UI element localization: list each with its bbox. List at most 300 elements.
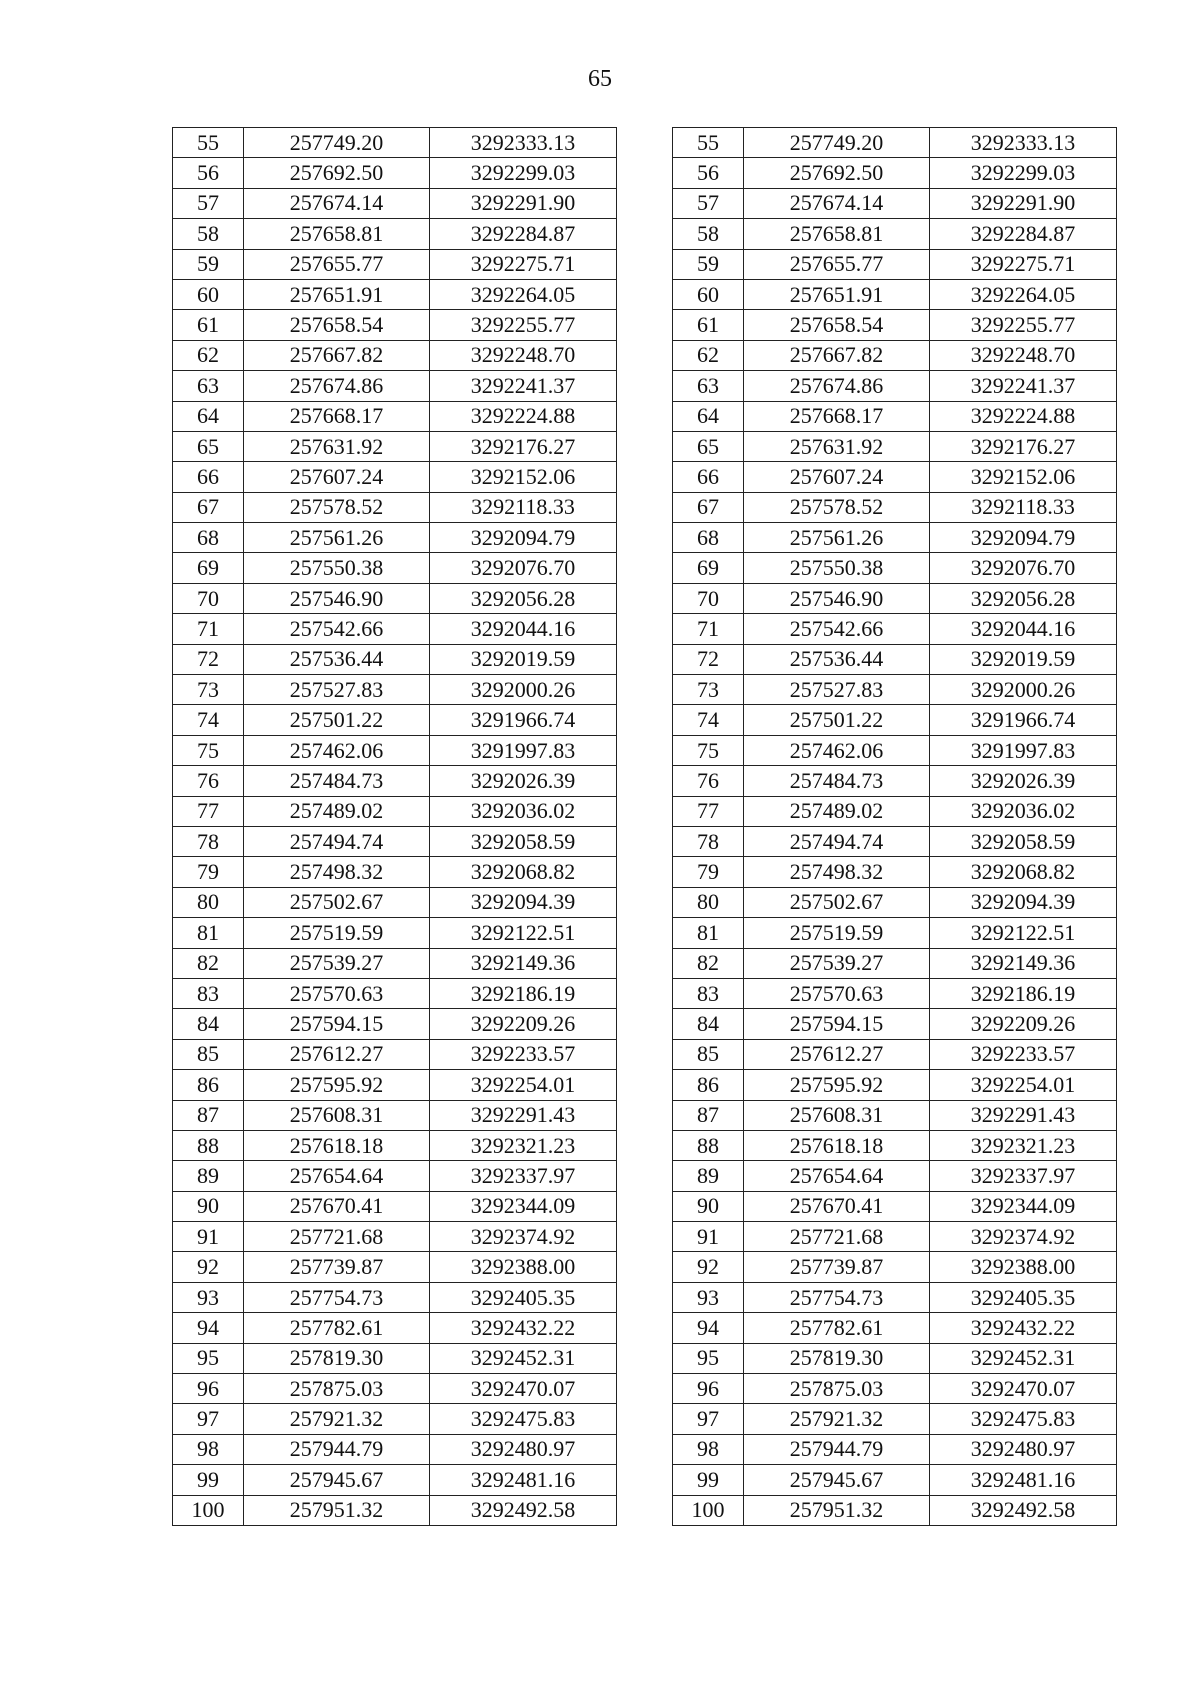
right-point-number-cell: 55 — [673, 128, 744, 158]
column-spacer — [617, 1191, 673, 1221]
column-spacer — [617, 644, 673, 674]
left-x-coordinate-cell: 257692.50 — [244, 158, 430, 188]
left-y-coordinate-cell: 3291966.74 — [430, 705, 617, 735]
left-x-coordinate-cell: 257462.06 — [244, 735, 430, 765]
left-x-coordinate-cell: 257739.87 — [244, 1252, 430, 1282]
column-spacer — [617, 978, 673, 1008]
right-point-number-cell: 58 — [673, 219, 744, 249]
left-y-coordinate-cell: 3292321.23 — [430, 1130, 617, 1160]
table-row — [173, 1039, 1117, 1069]
left-x-coordinate-cell: 257749.20 — [244, 128, 430, 158]
left-point-number-cell: 74 — [173, 705, 244, 735]
right-y-coordinate-cell: 3292254.01 — [930, 1070, 1117, 1100]
right-x-coordinate-cell: 257570.63 — [744, 978, 930, 1008]
left-y-coordinate-cell: 3291997.83 — [430, 735, 617, 765]
column-spacer — [617, 523, 673, 553]
table-row — [173, 1313, 1117, 1343]
right-x-coordinate-cell: 257494.74 — [744, 826, 930, 856]
right-x-coordinate-cell: 257578.52 — [744, 492, 930, 522]
right-x-coordinate-cell: 257561.26 — [744, 523, 930, 553]
right-y-coordinate-cell: 3292405.35 — [930, 1282, 1117, 1312]
table-row — [173, 1465, 1117, 1495]
column-spacer — [617, 796, 673, 826]
right-point-number-cell: 74 — [673, 705, 744, 735]
column-spacer — [617, 340, 673, 370]
right-point-number-cell: 90 — [673, 1191, 744, 1221]
column-spacer — [617, 158, 673, 188]
left-x-coordinate-cell: 257667.82 — [244, 340, 430, 370]
column-spacer — [617, 188, 673, 218]
table-row — [173, 492, 1117, 522]
left-point-number-cell: 83 — [173, 978, 244, 1008]
column-spacer — [617, 1434, 673, 1464]
left-x-coordinate-cell: 257674.14 — [244, 188, 430, 218]
left-x-coordinate-cell: 257484.73 — [244, 766, 430, 796]
left-point-number-cell: 60 — [173, 279, 244, 309]
left-y-coordinate-cell: 3292036.02 — [430, 796, 617, 826]
right-point-number-cell: 91 — [673, 1222, 744, 1252]
table-row — [173, 1404, 1117, 1434]
left-y-coordinate-cell: 3292344.09 — [430, 1191, 617, 1221]
right-y-coordinate-cell: 3292176.27 — [930, 431, 1117, 461]
column-spacer — [617, 948, 673, 978]
right-y-coordinate-cell: 3292492.58 — [930, 1495, 1117, 1525]
right-x-coordinate-cell: 257501.22 — [744, 705, 930, 735]
table-row — [173, 279, 1117, 309]
left-point-number-cell: 91 — [173, 1222, 244, 1252]
right-x-coordinate-cell: 257692.50 — [744, 158, 930, 188]
table-row — [173, 1130, 1117, 1160]
left-x-coordinate-cell: 257654.64 — [244, 1161, 430, 1191]
left-x-coordinate-cell: 257875.03 — [244, 1374, 430, 1404]
left-y-coordinate-cell: 3292076.70 — [430, 553, 617, 583]
left-point-number-cell: 92 — [173, 1252, 244, 1282]
left-point-number-cell: 66 — [173, 462, 244, 492]
right-y-coordinate-cell: 3292344.09 — [930, 1191, 1117, 1221]
table-row — [173, 675, 1117, 705]
table-row — [173, 523, 1117, 553]
left-y-coordinate-cell: 3292405.35 — [430, 1282, 617, 1312]
right-x-coordinate-cell: 257674.14 — [744, 188, 930, 218]
right-x-coordinate-cell: 257819.30 — [744, 1343, 930, 1373]
right-x-coordinate-cell: 257670.41 — [744, 1191, 930, 1221]
right-point-number-cell: 71 — [673, 614, 744, 644]
column-spacer — [617, 614, 673, 644]
left-point-number-cell: 90 — [173, 1191, 244, 1221]
left-point-number-cell: 71 — [173, 614, 244, 644]
right-x-coordinate-cell: 257782.61 — [744, 1313, 930, 1343]
left-y-coordinate-cell: 3292241.37 — [430, 371, 617, 401]
left-y-coordinate-cell: 3292475.83 — [430, 1404, 617, 1434]
right-y-coordinate-cell: 3292480.97 — [930, 1434, 1117, 1464]
coordinate-table — [172, 127, 1117, 1526]
right-x-coordinate-cell: 257921.32 — [744, 1404, 930, 1434]
right-x-coordinate-cell: 257542.66 — [744, 614, 930, 644]
left-point-number-cell: 87 — [173, 1100, 244, 1130]
right-y-coordinate-cell: 3292275.71 — [930, 249, 1117, 279]
right-x-coordinate-cell: 257875.03 — [744, 1374, 930, 1404]
left-y-coordinate-cell: 3292333.13 — [430, 128, 617, 158]
right-x-coordinate-cell: 257721.68 — [744, 1222, 930, 1252]
table-row — [173, 766, 1117, 796]
right-y-coordinate-cell: 3292248.70 — [930, 340, 1117, 370]
left-x-coordinate-cell: 257550.38 — [244, 553, 430, 583]
right-y-coordinate-cell: 3292036.02 — [930, 796, 1117, 826]
right-y-coordinate-cell: 3292068.82 — [930, 857, 1117, 887]
table-row — [173, 371, 1117, 401]
right-point-number-cell: 81 — [673, 918, 744, 948]
left-x-coordinate-cell: 257578.52 — [244, 492, 430, 522]
left-y-coordinate-cell: 3292254.01 — [430, 1070, 617, 1100]
table-row — [173, 1434, 1117, 1464]
left-point-number-cell: 98 — [173, 1434, 244, 1464]
right-point-number-cell: 62 — [673, 340, 744, 370]
right-x-coordinate-cell: 257668.17 — [744, 401, 930, 431]
right-y-coordinate-cell: 3292044.16 — [930, 614, 1117, 644]
right-y-coordinate-cell: 3292241.37 — [930, 371, 1117, 401]
right-point-number-cell: 75 — [673, 735, 744, 765]
left-x-coordinate-cell: 257921.32 — [244, 1404, 430, 1434]
right-point-number-cell: 88 — [673, 1130, 744, 1160]
column-spacer — [617, 553, 673, 583]
right-x-coordinate-cell: 257595.92 — [744, 1070, 930, 1100]
table-row — [173, 1009, 1117, 1039]
left-point-number-cell: 88 — [173, 1130, 244, 1160]
coordinate-table-body — [173, 128, 1117, 1526]
left-y-coordinate-cell: 3292264.05 — [430, 279, 617, 309]
right-x-coordinate-cell: 257951.32 — [744, 1495, 930, 1525]
column-spacer — [617, 1009, 673, 1039]
left-x-coordinate-cell: 257539.27 — [244, 948, 430, 978]
right-y-coordinate-cell: 3292019.59 — [930, 644, 1117, 674]
right-point-number-cell: 96 — [673, 1374, 744, 1404]
left-y-coordinate-cell: 3292209.26 — [430, 1009, 617, 1039]
right-y-coordinate-cell: 3292255.77 — [930, 310, 1117, 340]
right-point-number-cell: 82 — [673, 948, 744, 978]
left-y-coordinate-cell: 3292176.27 — [430, 431, 617, 461]
left-x-coordinate-cell: 257674.86 — [244, 371, 430, 401]
left-point-number-cell: 85 — [173, 1039, 244, 1069]
right-y-coordinate-cell: 3292118.33 — [930, 492, 1117, 522]
left-y-coordinate-cell: 3292186.19 — [430, 978, 617, 1008]
right-point-number-cell: 69 — [673, 553, 744, 583]
right-point-number-cell: 76 — [673, 766, 744, 796]
right-point-number-cell: 59 — [673, 249, 744, 279]
left-x-coordinate-cell: 257618.18 — [244, 1130, 430, 1160]
right-y-coordinate-cell: 3292149.36 — [930, 948, 1117, 978]
left-point-number-cell: 61 — [173, 310, 244, 340]
left-y-coordinate-cell: 3292255.77 — [430, 310, 617, 340]
column-spacer — [617, 462, 673, 492]
left-y-coordinate-cell: 3292044.16 — [430, 614, 617, 644]
table-row — [173, 1222, 1117, 1252]
left-point-number-cell: 84 — [173, 1009, 244, 1039]
left-y-coordinate-cell: 3292275.71 — [430, 249, 617, 279]
left-point-number-cell: 65 — [173, 431, 244, 461]
right-point-number-cell: 83 — [673, 978, 744, 1008]
column-spacer — [617, 887, 673, 917]
left-y-coordinate-cell: 3292492.58 — [430, 1495, 617, 1525]
right-x-coordinate-cell: 257550.38 — [744, 553, 930, 583]
right-x-coordinate-cell: 257539.27 — [744, 948, 930, 978]
table-row — [173, 431, 1117, 461]
table-row — [173, 249, 1117, 279]
left-y-coordinate-cell: 3292026.39 — [430, 766, 617, 796]
left-x-coordinate-cell: 257608.31 — [244, 1100, 430, 1130]
column-spacer — [617, 583, 673, 613]
right-point-number-cell: 68 — [673, 523, 744, 553]
left-x-coordinate-cell: 257607.24 — [244, 462, 430, 492]
left-point-number-cell: 57 — [173, 188, 244, 218]
left-y-coordinate-cell: 3292299.03 — [430, 158, 617, 188]
right-point-number-cell: 87 — [673, 1100, 744, 1130]
right-x-coordinate-cell: 257594.15 — [744, 1009, 930, 1039]
left-point-number-cell: 80 — [173, 887, 244, 917]
right-y-coordinate-cell: 3292026.39 — [930, 766, 1117, 796]
right-x-coordinate-cell: 257498.32 — [744, 857, 930, 887]
right-x-coordinate-cell: 257527.83 — [744, 675, 930, 705]
left-point-number-cell: 68 — [173, 523, 244, 553]
left-x-coordinate-cell: 257546.90 — [244, 583, 430, 613]
left-y-coordinate-cell: 3292480.97 — [430, 1434, 617, 1464]
right-x-coordinate-cell: 257754.73 — [744, 1282, 930, 1312]
right-point-number-cell: 61 — [673, 310, 744, 340]
right-y-coordinate-cell: 3292321.23 — [930, 1130, 1117, 1160]
right-x-coordinate-cell: 257519.59 — [744, 918, 930, 948]
left-x-coordinate-cell: 257945.67 — [244, 1465, 430, 1495]
left-point-number-cell: 58 — [173, 219, 244, 249]
right-y-coordinate-cell: 3292291.43 — [930, 1100, 1117, 1130]
right-y-coordinate-cell: 3292152.06 — [930, 462, 1117, 492]
column-spacer — [617, 857, 673, 887]
right-point-number-cell: 93 — [673, 1282, 744, 1312]
column-spacer — [617, 1100, 673, 1130]
right-point-number-cell: 64 — [673, 401, 744, 431]
right-y-coordinate-cell: 3292452.31 — [930, 1343, 1117, 1373]
left-y-coordinate-cell: 3292481.16 — [430, 1465, 617, 1495]
left-y-coordinate-cell: 3292233.57 — [430, 1039, 617, 1069]
column-spacer — [617, 826, 673, 856]
left-y-coordinate-cell: 3292224.88 — [430, 401, 617, 431]
right-y-coordinate-cell: 3291997.83 — [930, 735, 1117, 765]
column-spacer — [617, 766, 673, 796]
left-point-number-cell: 96 — [173, 1374, 244, 1404]
left-point-number-cell: 69 — [173, 553, 244, 583]
left-y-coordinate-cell: 3292056.28 — [430, 583, 617, 613]
left-y-coordinate-cell: 3292337.97 — [430, 1161, 617, 1191]
left-x-coordinate-cell: 257658.81 — [244, 219, 430, 249]
table-row — [173, 857, 1117, 887]
right-y-coordinate-cell: 3292333.13 — [930, 128, 1117, 158]
table-row — [173, 219, 1117, 249]
table-row — [173, 826, 1117, 856]
left-x-coordinate-cell: 257944.79 — [244, 1434, 430, 1464]
left-y-coordinate-cell: 3292388.00 — [430, 1252, 617, 1282]
table-row — [173, 614, 1117, 644]
table-row — [173, 583, 1117, 613]
left-x-coordinate-cell: 257658.54 — [244, 310, 430, 340]
right-point-number-cell: 92 — [673, 1252, 744, 1282]
column-spacer — [617, 735, 673, 765]
right-y-coordinate-cell: 3292291.90 — [930, 188, 1117, 218]
right-y-coordinate-cell: 3292337.97 — [930, 1161, 1117, 1191]
left-x-coordinate-cell: 257782.61 — [244, 1313, 430, 1343]
left-point-number-cell: 94 — [173, 1313, 244, 1343]
right-y-coordinate-cell: 3292094.39 — [930, 887, 1117, 917]
table-row — [173, 1100, 1117, 1130]
left-point-number-cell: 72 — [173, 644, 244, 674]
left-point-number-cell: 79 — [173, 857, 244, 887]
right-x-coordinate-cell: 257655.77 — [744, 249, 930, 279]
right-point-number-cell: 97 — [673, 1404, 744, 1434]
right-point-number-cell: 72 — [673, 644, 744, 674]
left-y-coordinate-cell: 3292019.59 — [430, 644, 617, 674]
left-x-coordinate-cell: 257519.59 — [244, 918, 430, 948]
right-point-number-cell: 77 — [673, 796, 744, 826]
right-y-coordinate-cell: 3292432.22 — [930, 1313, 1117, 1343]
table-row — [173, 978, 1117, 1008]
right-point-number-cell: 89 — [673, 1161, 744, 1191]
column-spacer — [617, 1313, 673, 1343]
right-point-number-cell: 66 — [673, 462, 744, 492]
right-x-coordinate-cell: 257484.73 — [744, 766, 930, 796]
left-y-coordinate-cell: 3292374.92 — [430, 1222, 617, 1252]
right-y-coordinate-cell: 3292122.51 — [930, 918, 1117, 948]
left-point-number-cell: 62 — [173, 340, 244, 370]
column-spacer — [617, 1495, 673, 1525]
column-spacer — [617, 1404, 673, 1434]
left-x-coordinate-cell: 257754.73 — [244, 1282, 430, 1312]
left-point-number-cell: 76 — [173, 766, 244, 796]
right-point-number-cell: 65 — [673, 431, 744, 461]
right-point-number-cell: 78 — [673, 826, 744, 856]
right-x-coordinate-cell: 257462.06 — [744, 735, 930, 765]
left-x-coordinate-cell: 257501.22 — [244, 705, 430, 735]
right-x-coordinate-cell: 257612.27 — [744, 1039, 930, 1069]
right-x-coordinate-cell: 257631.92 — [744, 431, 930, 461]
left-x-coordinate-cell: 257489.02 — [244, 796, 430, 826]
table-row — [173, 128, 1117, 158]
right-x-coordinate-cell: 257618.18 — [744, 1130, 930, 1160]
left-x-coordinate-cell: 257570.63 — [244, 978, 430, 1008]
right-x-coordinate-cell: 257651.91 — [744, 279, 930, 309]
left-y-coordinate-cell: 3292118.33 — [430, 492, 617, 522]
right-point-number-cell: 70 — [673, 583, 744, 613]
left-x-coordinate-cell: 257542.66 — [244, 614, 430, 644]
left-y-coordinate-cell: 3292432.22 — [430, 1313, 617, 1343]
left-x-coordinate-cell: 257527.83 — [244, 675, 430, 705]
page-number: 65 — [588, 66, 612, 92]
right-x-coordinate-cell: 257658.54 — [744, 310, 930, 340]
left-point-number-cell: 55 — [173, 128, 244, 158]
right-y-coordinate-cell: 3292481.16 — [930, 1465, 1117, 1495]
column-spacer — [617, 675, 673, 705]
left-x-coordinate-cell: 257595.92 — [244, 1070, 430, 1100]
table-row — [173, 1343, 1117, 1373]
left-x-coordinate-cell: 257721.68 — [244, 1222, 430, 1252]
right-x-coordinate-cell: 257674.86 — [744, 371, 930, 401]
column-spacer — [617, 401, 673, 431]
left-x-coordinate-cell: 257498.32 — [244, 857, 430, 887]
right-y-coordinate-cell: 3292470.07 — [930, 1374, 1117, 1404]
right-x-coordinate-cell: 257607.24 — [744, 462, 930, 492]
left-point-number-cell: 77 — [173, 796, 244, 826]
column-spacer — [617, 431, 673, 461]
right-x-coordinate-cell: 257944.79 — [744, 1434, 930, 1464]
right-y-coordinate-cell: 3292076.70 — [930, 553, 1117, 583]
column-spacer — [617, 705, 673, 735]
left-x-coordinate-cell: 257594.15 — [244, 1009, 430, 1039]
left-x-coordinate-cell: 257502.67 — [244, 887, 430, 917]
left-x-coordinate-cell: 257651.91 — [244, 279, 430, 309]
left-x-coordinate-cell: 257670.41 — [244, 1191, 430, 1221]
column-spacer — [617, 128, 673, 158]
right-y-coordinate-cell: 3292475.83 — [930, 1404, 1117, 1434]
right-y-coordinate-cell: 3292056.28 — [930, 583, 1117, 613]
left-point-number-cell: 78 — [173, 826, 244, 856]
left-point-number-cell: 59 — [173, 249, 244, 279]
left-y-coordinate-cell: 3292452.31 — [430, 1343, 617, 1373]
column-spacer — [617, 1374, 673, 1404]
table-row — [173, 401, 1117, 431]
table-row — [173, 553, 1117, 583]
left-x-coordinate-cell: 257561.26 — [244, 523, 430, 553]
left-y-coordinate-cell: 3292248.70 — [430, 340, 617, 370]
left-point-number-cell: 86 — [173, 1070, 244, 1100]
left-point-number-cell: 97 — [173, 1404, 244, 1434]
left-point-number-cell: 82 — [173, 948, 244, 978]
right-point-number-cell: 79 — [673, 857, 744, 887]
left-y-coordinate-cell: 3292291.43 — [430, 1100, 617, 1130]
left-point-number-cell: 73 — [173, 675, 244, 705]
table-row — [173, 887, 1117, 917]
left-point-number-cell: 93 — [173, 1282, 244, 1312]
right-point-number-cell: 63 — [673, 371, 744, 401]
right-point-number-cell: 80 — [673, 887, 744, 917]
right-y-coordinate-cell: 3292186.19 — [930, 978, 1117, 1008]
right-point-number-cell: 98 — [673, 1434, 744, 1464]
column-spacer — [617, 1343, 673, 1373]
right-y-coordinate-cell: 3292284.87 — [930, 219, 1117, 249]
left-y-coordinate-cell: 3292291.90 — [430, 188, 617, 218]
left-point-number-cell: 89 — [173, 1161, 244, 1191]
left-y-coordinate-cell: 3292094.79 — [430, 523, 617, 553]
right-y-coordinate-cell: 3292224.88 — [930, 401, 1117, 431]
column-spacer — [617, 1222, 673, 1252]
table-row — [173, 948, 1117, 978]
table-row — [173, 188, 1117, 218]
right-y-coordinate-cell: 3292264.05 — [930, 279, 1117, 309]
table-row — [173, 918, 1117, 948]
right-y-coordinate-cell: 3292388.00 — [930, 1252, 1117, 1282]
left-x-coordinate-cell: 257494.74 — [244, 826, 430, 856]
column-spacer — [617, 918, 673, 948]
column-spacer — [617, 279, 673, 309]
right-y-coordinate-cell: 3292374.92 — [930, 1222, 1117, 1252]
table-row — [173, 310, 1117, 340]
right-point-number-cell: 100 — [673, 1495, 744, 1525]
right-y-coordinate-cell: 3292094.79 — [930, 523, 1117, 553]
right-point-number-cell: 86 — [673, 1070, 744, 1100]
table-row — [173, 1374, 1117, 1404]
left-y-coordinate-cell: 3292094.39 — [430, 887, 617, 917]
left-point-number-cell: 100 — [173, 1495, 244, 1525]
left-y-coordinate-cell: 3292284.87 — [430, 219, 617, 249]
left-x-coordinate-cell: 257536.44 — [244, 644, 430, 674]
left-y-coordinate-cell: 3292149.36 — [430, 948, 617, 978]
right-point-number-cell: 67 — [673, 492, 744, 522]
column-spacer — [617, 1039, 673, 1069]
